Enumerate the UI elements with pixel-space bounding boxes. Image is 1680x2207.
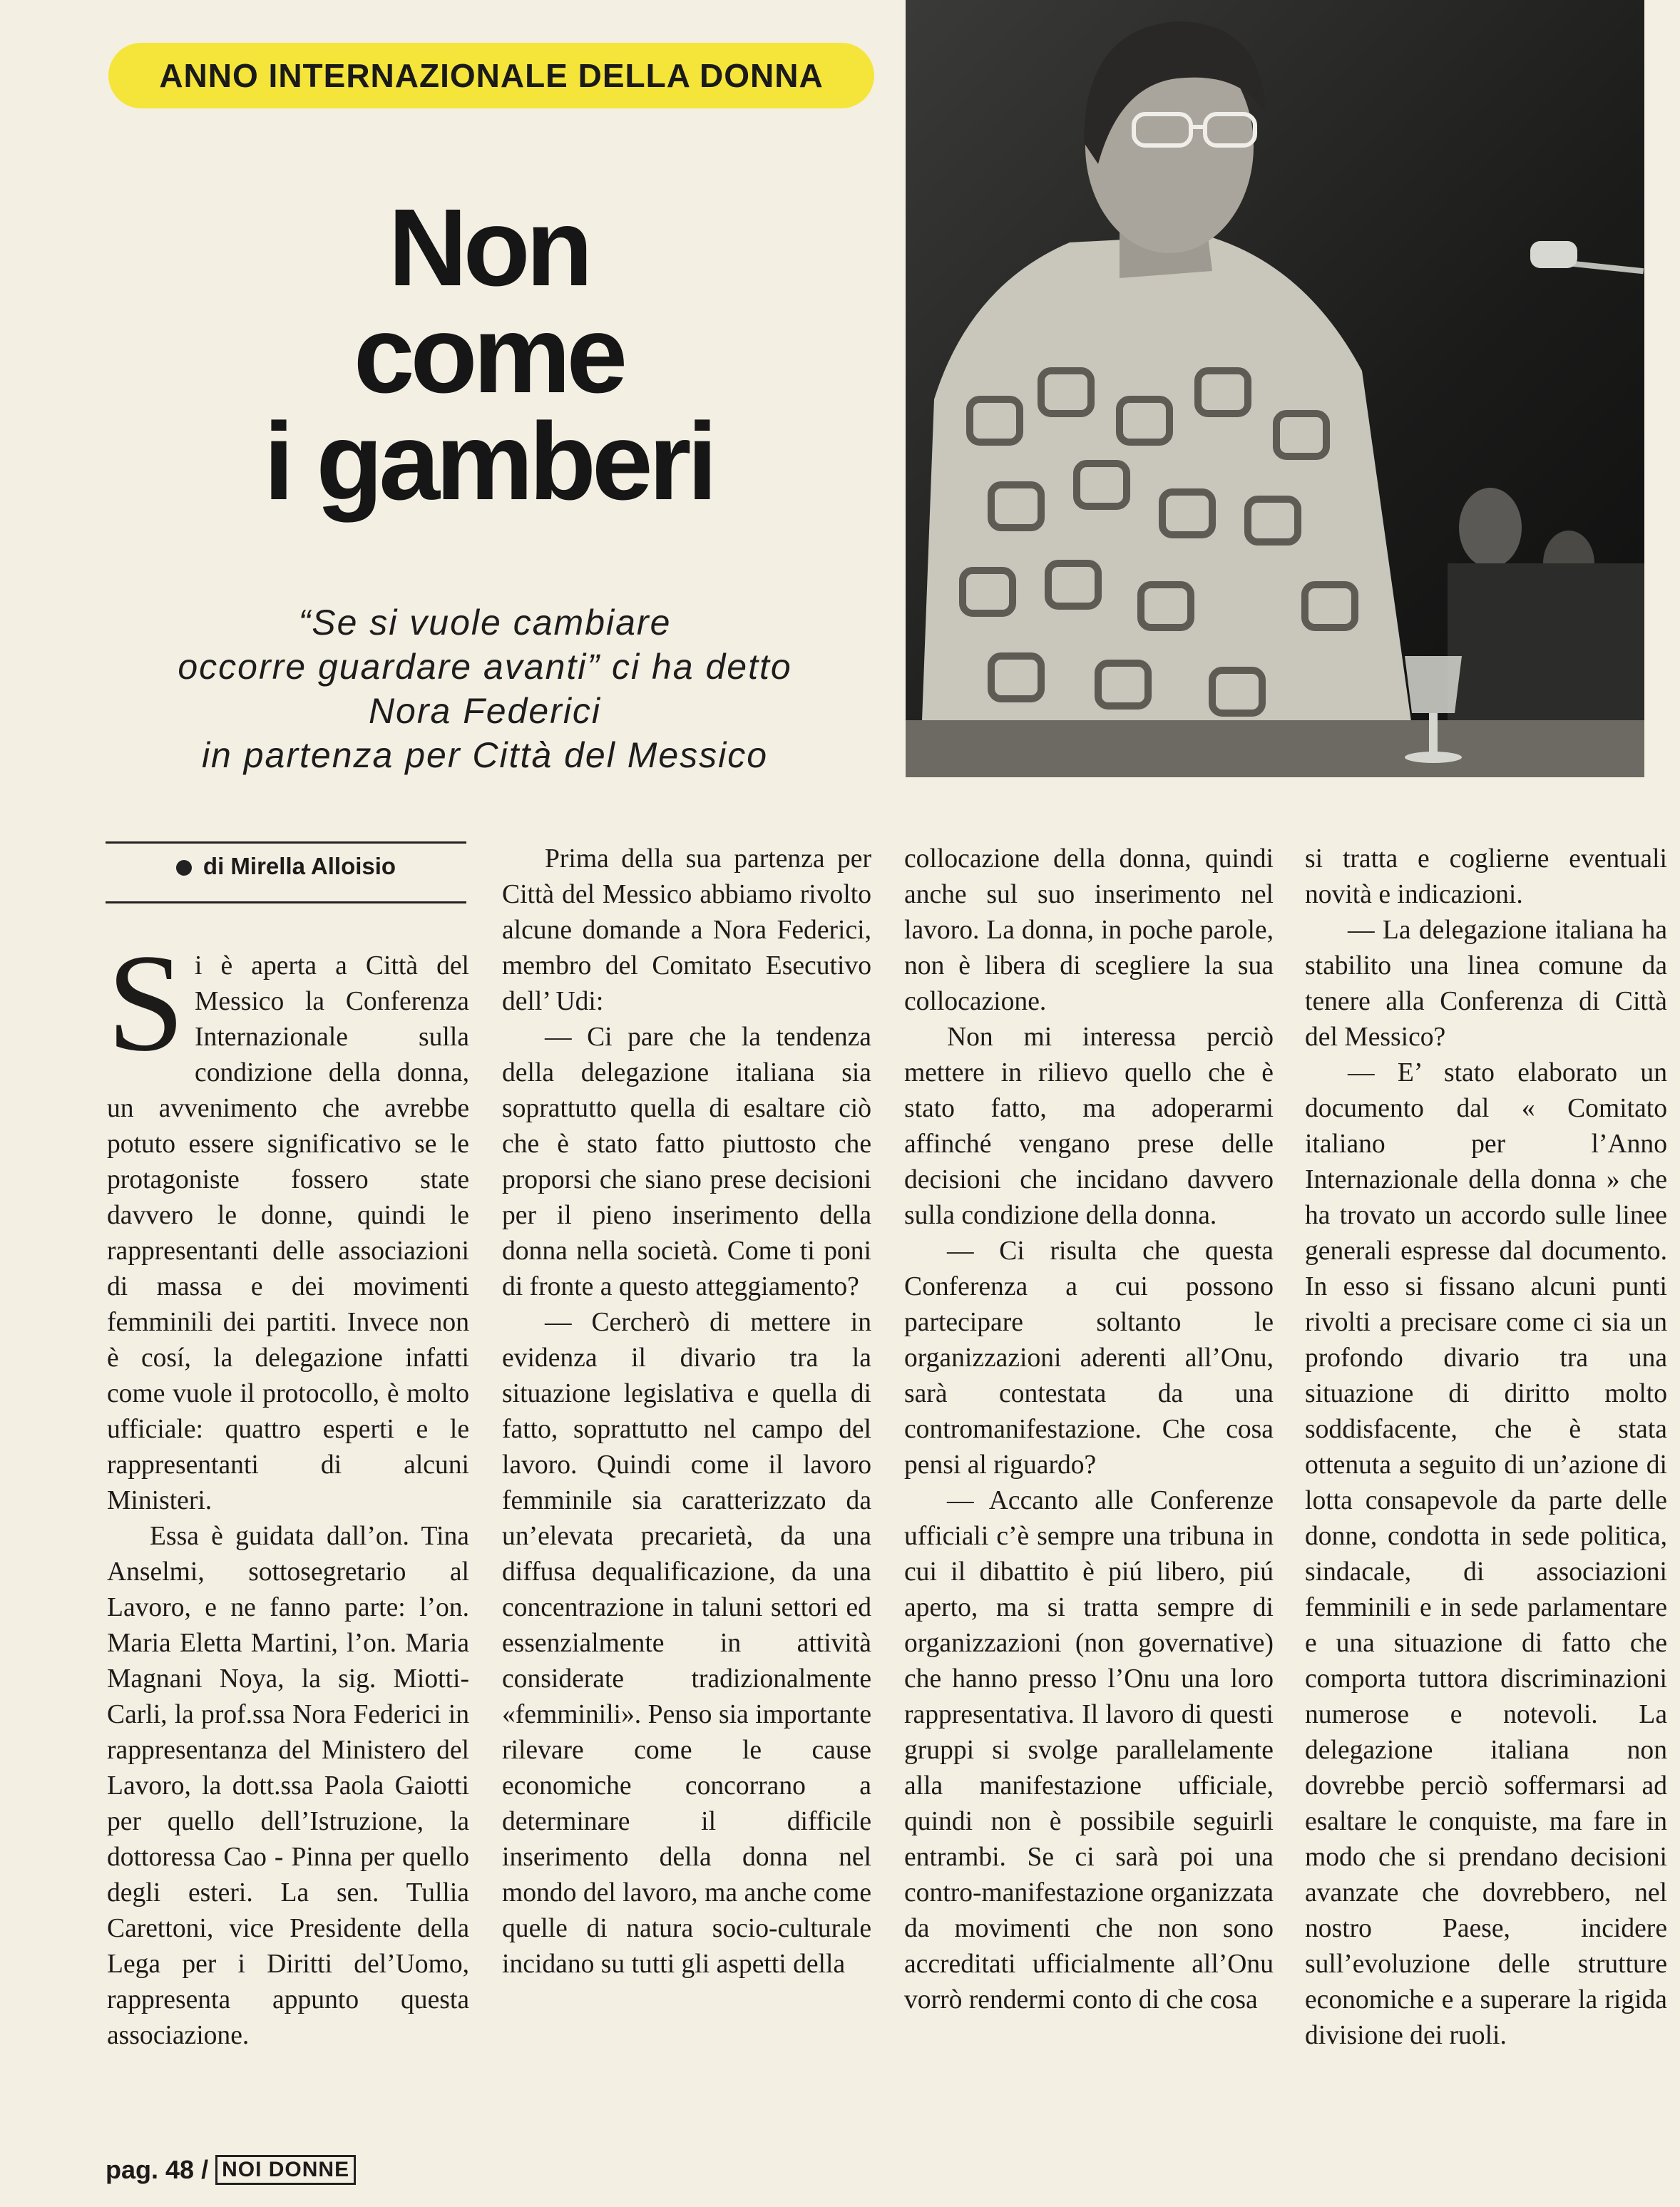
subtitle-line: in partenza per Città del Messico <box>201 735 769 775</box>
subtitle-line: Nora Federici <box>368 691 602 731</box>
paragraph: — Cercherò di mettere in evidenza il divario tra la situazione legislativa e quella di fatto, soprattutto nel campo del lavoro. Quindi come il lavoro femminile sia caratterizzato da un’elevata precarietà, da una diffusa dequalificazione, da una concentrazione in taluni settori ed essenzialmente in attività considerate tradizionalmente «femminili». Penso sia importante rilevare come le cause economiche concorrano a determinare il difficile inserimento della donna nel mondo del lavoro, ma anche come quelle di natura socio-culturale incidano su tutti gli aspetti della <box>502 1308 871 1979</box>
column-4 <box>1305 841 1667 2054</box>
byline-rule-bottom <box>106 901 466 903</box>
footer-separator: / <box>201 2155 209 2184</box>
paragraph: — Ci risulta che questa Conferenza a cui possono partecipare soltanto le organizzazioni aderenti all’Onu, sarà contestata da una contromanifestazione. Che cosa pensi al riguardo? <box>904 1236 1274 1480</box>
page-number: pag. 48 <box>106 2155 195 2184</box>
paragraph: — Ci pare che la tendenza della delegazione italiana sia soprattutto quella di esaltare ciò che è stato fatto piuttosto che proporsi che siano prese decisioni per il pieno inserimento della donna nella società. Come ti poni di fronte a questo atteggiamento? <box>502 1023 871 1301</box>
paragraph: — Accanto alle Conferenze ufficiali c’è sempre una tribuna in cui il dibattito è piú libero, piú aperto, ma si tratta sempre di organizzazioni (non governative) che hanno presso l’Onu una loro rappresentativa. Il lavoro di questi gruppi si svolge parallelamente alla manifestazione ufficiale, quindi non è possibile seguirli entrambi. Se ci sarà poi una contro-manifestazione organizzata da movimenti che non sono accreditati ufficialmente all’Onu vorrò rendermi conto di che cosa <box>904 1486 1274 2014</box>
column-2 <box>502 841 871 1982</box>
woman-speaking-at-microphone-icon <box>906 0 1644 777</box>
paragraph: Non mi interessa perciò mettere in rilievo quello che è stato fatto, ma adoperarmi affinché vengano prese delle decisioni che incidano davvero sulla condizione della donna. <box>904 1023 1274 1230</box>
byline <box>106 853 466 880</box>
paragraph: Essa è guidata dall’on. Tina Anselmi, sottosegretario al Lavoro, e ne fanno parte: l’on. Maria Eletta Martini, l’on. Maria Magnani Noya, la sig. Miotti-Carli, la prof.ssa Nora Federici in rappresentanza del Ministero del Lavoro, la dott.ssa Paola Gaiotti per quello dell’Istruzione, la dottoressa Cao - Pinna per quello degli esteri. La sen. Tullia Carettoni, vice Presidente della Lega per i Diritti del’Uomo, rappresenta appunto questa associazione. <box>107 1522 469 2050</box>
paragraph: si tratta e coglierne eventuali novità e indicazioni. <box>1305 844 1667 909</box>
subtitle-line: occorre guardare avanti” ci ha detto <box>178 647 792 687</box>
paragraph: — La delegazione italiana ha stabilito una linea comune da tenere alla Conferenza di Città del Messico? <box>1305 916 1667 1052</box>
portrait-photo <box>906 0 1644 777</box>
magazine-logo: NOI DONNE <box>215 2155 356 2185</box>
subtitle-line: “Se si vuole cambiare <box>298 603 672 642</box>
paragraph-text: i è aperta a Città del Messico la Conferenza Internazionale sulla condizione della donna, un avvenimento che avrebbe potuto essere significativo se le protagoniste fossero state davvero le donne, quindi le rappresentanti delle associazioni di massa e dei movimenti femminili dei partiti. Invece non è cosí, la delegazione infatti come vuole il protocollo, è molto ufficiale: quattro esperti e le rappresentanti di alcuni Ministeri. <box>107 951 469 1515</box>
page-footer <box>106 2155 356 2185</box>
author-name: di Mirella Alloisio <box>203 853 396 879</box>
headline-line: come <box>353 293 624 416</box>
paragraph: — E’ stato elaborato un documento dal « Comitato italiano per l’Anno Internazionale della donna » che ha trovato un accordo sulle linee generali espresse dal documento. In esso si fissano alcuni punti rivolti a precisare come ci sia un profondo divario tra una situazione di diritto molto soddisfacente, che è stata ottenuta a seguito di un’azione di lotta consapevole da parte delle donne, condotta in sede politica, sindacale, di associazioni femminili e in sede parlamentare e una situazione di fatto che comporta tuttora discriminazioni numerose e notevoli. La delegazione italiana non dovrebbe perciò soffermarsi ad esaltare le conquiste, ma fare in modo che si prendano decisioni avanzate che dovrebbero, nel nostro Paese, incidere sull’evoluzione delle strutture economiche e a superare la rigida divisione dei ruoli. <box>1305 1058 1667 2050</box>
paragraph: Prima della sua partenza per Città del Messico abbiamo rivolto alcune domande a Nora Federici, membro del Comitato Esecutivo dell’ Udi: <box>502 844 871 1016</box>
column-1 <box>107 926 469 2054</box>
paragraph <box>107 926 469 1519</box>
headline <box>207 186 770 523</box>
headline-line: i gamberi <box>263 400 714 523</box>
paragraph: collocazione della donna, quindi anche sul suo inserimento nel lavoro. La donna, in poche parole, non è libera di scegliere la sua collocazione. <box>904 844 1274 1016</box>
byline-rule-top <box>106 841 466 844</box>
headline-line: Non <box>388 186 589 309</box>
subtitle-quote <box>78 600 891 777</box>
bullet-icon <box>176 860 192 876</box>
column-3 <box>904 841 1274 2018</box>
section-banner: ANNO INTERNAZIONALE DELLA DONNA <box>108 43 874 108</box>
drop-cap: S <box>107 926 185 1080</box>
